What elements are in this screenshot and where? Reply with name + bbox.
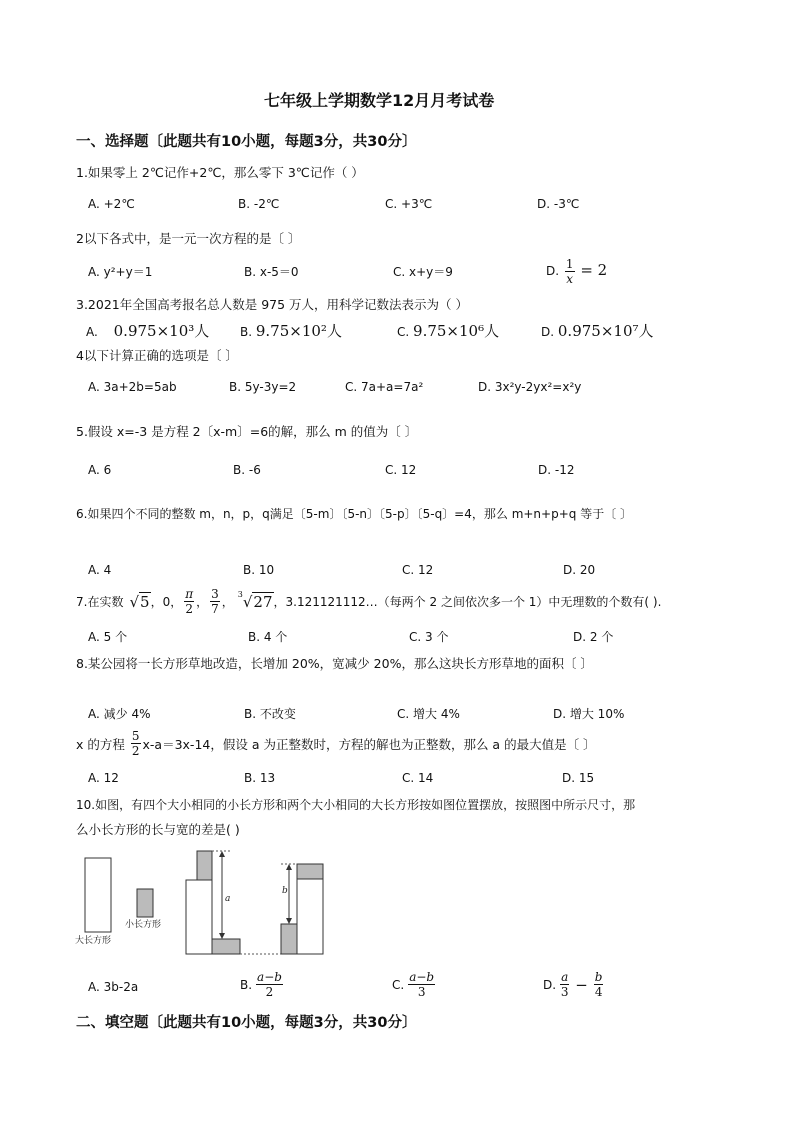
question-5-option-a: A. 6 — [88, 463, 112, 477]
question-2-stem: 2以下各式中，是一元一次方程的是〔 〕 — [76, 231, 301, 246]
fraction-b-over-4: $\frac{b}{4}$ — [594, 970, 603, 999]
question-9-option-c: C. 14 — [402, 771, 434, 785]
question-1-option-c: C. +3℃ — [385, 197, 433, 211]
question-1-option-d: D. -3℃ — [537, 197, 580, 211]
question-9-option-a: A. 12 — [88, 771, 119, 785]
question-8-option-b: B. 不改变 — [244, 707, 296, 721]
small-rectangle-sample — [137, 889, 153, 917]
question-2-option-c: C. x+y＝9 — [393, 265, 453, 279]
question-10-stem-line-2: 么小长方形的长与宽的差是( ) — [76, 822, 240, 837]
question-2-option-b: B. x-5＝0 — [244, 265, 299, 279]
question-4-option-c: C. 7a+a=7a² — [345, 380, 424, 394]
arrow-head — [286, 864, 292, 870]
question-6-option-b: B. 10 — [243, 563, 275, 577]
question-5-option-b: B. -6 — [233, 463, 261, 477]
question-10-option-a: A. 3b-2a — [88, 980, 139, 994]
question-6-option-c: C. 12 — [402, 563, 434, 577]
section-heading-choice: 一、选择题〔此题共有10小题，每题3分，共30分〕 — [76, 134, 417, 150]
question-2-option-d: D. $\frac{1}{x}$ = 2 — [546, 257, 608, 286]
question-7-option-d: D. 2 个 — [573, 630, 614, 644]
question-8-stem: 8.某公园将一长方形草地改造，长增加 20%，宽减少 20%，那么这块长方形草地的面积〔 〕 — [76, 656, 593, 671]
question-7-option-b: B. 4 个 — [248, 630, 288, 644]
question-3-option-d: D. 0.975×10⁷人 — [541, 322, 654, 340]
dimension-label-b: b — [282, 886, 288, 896]
small-rectangle-bottom-right — [281, 924, 297, 954]
big-rectangle-sample — [85, 858, 111, 932]
fraction-a-minus-b-over-2: $\frac{a-b}{2}$ — [257, 970, 282, 999]
question-4-stem: 4以下计算正确的选项是〔 〕 — [76, 348, 238, 363]
sqrt-5: √5 — [129, 592, 150, 611]
question-4-option-b: B. 5y-3y=2 — [229, 380, 297, 394]
cube-root-27: $^3$√27 — [237, 589, 273, 611]
question-8-option-d: D. 增大 10% — [553, 707, 625, 721]
question-5-stem: 5.假设 x=-3 是方程 2〔x-m〕=6的解，那么 m 的值为〔 〕 — [76, 424, 418, 439]
fraction-5-over-2: $\frac{5}{2}$ — [131, 729, 140, 758]
question-5-option-d: D. -12 — [538, 463, 575, 477]
fraction-1-over-x: $\frac{1}{x}$ — [565, 257, 574, 286]
question-7-option-c: C. 3 个 — [409, 630, 449, 644]
question-9-option-d: D. 15 — [562, 771, 595, 785]
big-rectangle-left — [186, 880, 212, 954]
question-6-option-d: D. 20 — [563, 563, 596, 577]
question-7-stem: 7.在实数 √5 ，0， $\frac{\pi}{2}$ ， $\frac{3}{7}$ ， $^3$√27 ，3.121121112…（每两个 2 之间依次多一个 1）中无理数的个数有( ). — [76, 587, 662, 616]
fraction-a-over-3: $\frac{a}{3}$ — [560, 970, 569, 999]
section-heading-fill-in: 二、填空题〔此题共有10小题，每题3分，共30分〕 — [76, 1015, 417, 1031]
big-rectangle-label: 大长方形 — [75, 936, 112, 946]
question-10-option-c: C. $\frac{a-b}{3}$ — [392, 970, 435, 999]
question-10-stem-line-1: 10.如图，有四个大小相同的小长方形和两个大小相同的大长方形按如图位置摆放，按照图中所示尺寸，那 — [76, 798, 636, 812]
question-1-option-a: A. +2℃ — [88, 197, 135, 211]
question-4-option-a: A. 3a+2b=5ab — [88, 380, 177, 394]
arrow-head — [219, 933, 225, 939]
question-8-option-a: A. 减少 4% — [88, 707, 151, 721]
question-1-option-b: B. -2℃ — [238, 197, 280, 211]
question-7-option-a: A. 5 个 — [88, 630, 128, 644]
arrow-head — [219, 851, 225, 857]
small-rectangle-top-right — [297, 864, 323, 879]
fraction-3-over-7: $\frac{3}{7}$ — [211, 587, 219, 616]
fraction-a-minus-b-over-3: $\frac{a-b}{3}$ — [409, 970, 435, 999]
question-9-stem: x 的方程 $\frac{5}{2}$ x-a＝3x-14，假设 a 为正整数时，方程的解也为正整数，那么 a 的最大值是〔 〕 — [76, 729, 596, 758]
dimension-label-a: a — [225, 894, 231, 904]
fraction-pi-over-2: $\frac{\pi}{2}$ — [185, 587, 194, 616]
question-10-option-d: D. $\frac{a}{3}$ − $\frac{b}{4}$ — [543, 970, 603, 999]
question-2-option-a: A. y²+y＝1 — [88, 265, 153, 279]
question-6-stem: 6.如果四个不同的整数 m，n，p，q满足〔5-m〕〔5-n〕〔5-p〕〔5-q〕=4，那么 m+n+p+q 等于〔 〕 — [76, 507, 633, 521]
small-rectangle-top-left — [197, 851, 212, 880]
arrow-head — [286, 918, 292, 924]
question-3-option-a: A. 0.975×10³人 — [86, 322, 210, 340]
question-6-option-a: A. 4 — [88, 563, 112, 577]
small-rectangle-bottom-left — [212, 939, 240, 954]
page-title: 七年级上学期数学12月月考试卷 — [264, 91, 495, 110]
question-1-stem: 1.如果零上 2℃记作+2℃，那么零下 3℃记作（ ） — [76, 165, 364, 180]
question-4-option-d: D. 3x²y-2yx²=x²y — [478, 380, 582, 394]
question-3-stem: 3.2021年全国高考报名总人数是 975 万人，用科学记数法表示为（ ） — [76, 297, 469, 312]
small-rectangle-label: 小长方形 — [125, 920, 162, 930]
question-3-option-b: B. 9.75×10²人 — [240, 322, 342, 340]
question-9-option-b: B. 13 — [244, 771, 276, 785]
question-5-option-c: C. 12 — [385, 463, 417, 477]
question-10-option-b: B. $\frac{a-b}{2}$ — [240, 970, 282, 999]
question-3-option-c: C. 9.75×10⁶人 — [397, 322, 500, 340]
question-10-figure — [70, 846, 340, 958]
question-8-option-c: C. 增大 4% — [397, 707, 460, 721]
